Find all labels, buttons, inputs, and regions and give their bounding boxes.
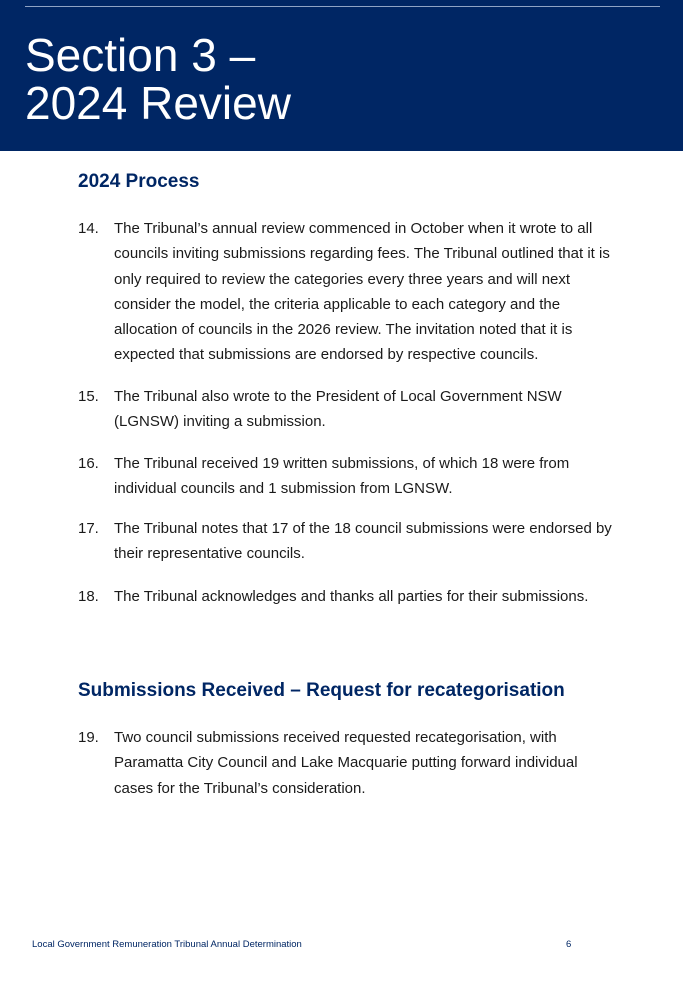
process-heading: 2024 Process xyxy=(78,171,200,192)
submissions-heading: Submissions Received – Request for recategorisation xyxy=(78,680,565,701)
paragraph-14 xyxy=(78,216,618,368)
page-number: 6 xyxy=(566,939,572,950)
paragraph-18 xyxy=(78,584,618,609)
paragraph-text: Two council submissions received requested recategorisation, with Paramatta City Council and Lake Macquarie putting forward individual cases for the Tribunal’s consideration. xyxy=(114,729,578,797)
paragraph-text: The Tribunal also wrote to the President of Local Government NSW (LGNSW) inviting a submission. xyxy=(114,388,562,431)
paragraph-number: 16. xyxy=(78,455,99,472)
section-banner xyxy=(0,0,683,151)
paragraph-number: 18. xyxy=(78,588,99,605)
paragraph-number: 14. xyxy=(78,220,99,237)
paragraph-number: 17. xyxy=(78,520,99,537)
paragraph-16 xyxy=(78,451,618,502)
paragraph-17 xyxy=(78,516,618,567)
section-title xyxy=(25,31,291,127)
paragraph-number: 15. xyxy=(78,388,99,405)
paragraph-number: 19. xyxy=(78,729,99,746)
section-title-line1: Section 3 – xyxy=(25,29,256,81)
paragraph-text: The Tribunal notes that 17 of the 18 council submissions were endorsed by their representative councils. xyxy=(114,520,612,563)
footer-title: Local Government Remuneration Tribunal Annual Determination xyxy=(32,939,302,950)
paragraph-text: The Tribunal acknowledges and thanks all parties for their submissions. xyxy=(114,588,589,605)
paragraph-19 xyxy=(78,725,618,801)
banner-rule xyxy=(25,6,660,7)
paragraph-text: The Tribunal received 19 written submissions, of which 18 were from individual councils and 1 submission from LGNSW. xyxy=(114,455,570,498)
section-title-line2: 2024 Review xyxy=(25,77,291,129)
paragraph-text: The Tribunal’s annual review commenced in October when it wrote to all councils inviting submissions regarding fees. The Tribunal outlined that it is only required to review the categories every three years and will next consider the model, the criteria applicable to each category and the allocation of councils in the 2026 review. The invitation noted that it is expected that submissions are endorsed by respective councils. xyxy=(114,220,610,364)
paragraph-15 xyxy=(78,384,618,435)
